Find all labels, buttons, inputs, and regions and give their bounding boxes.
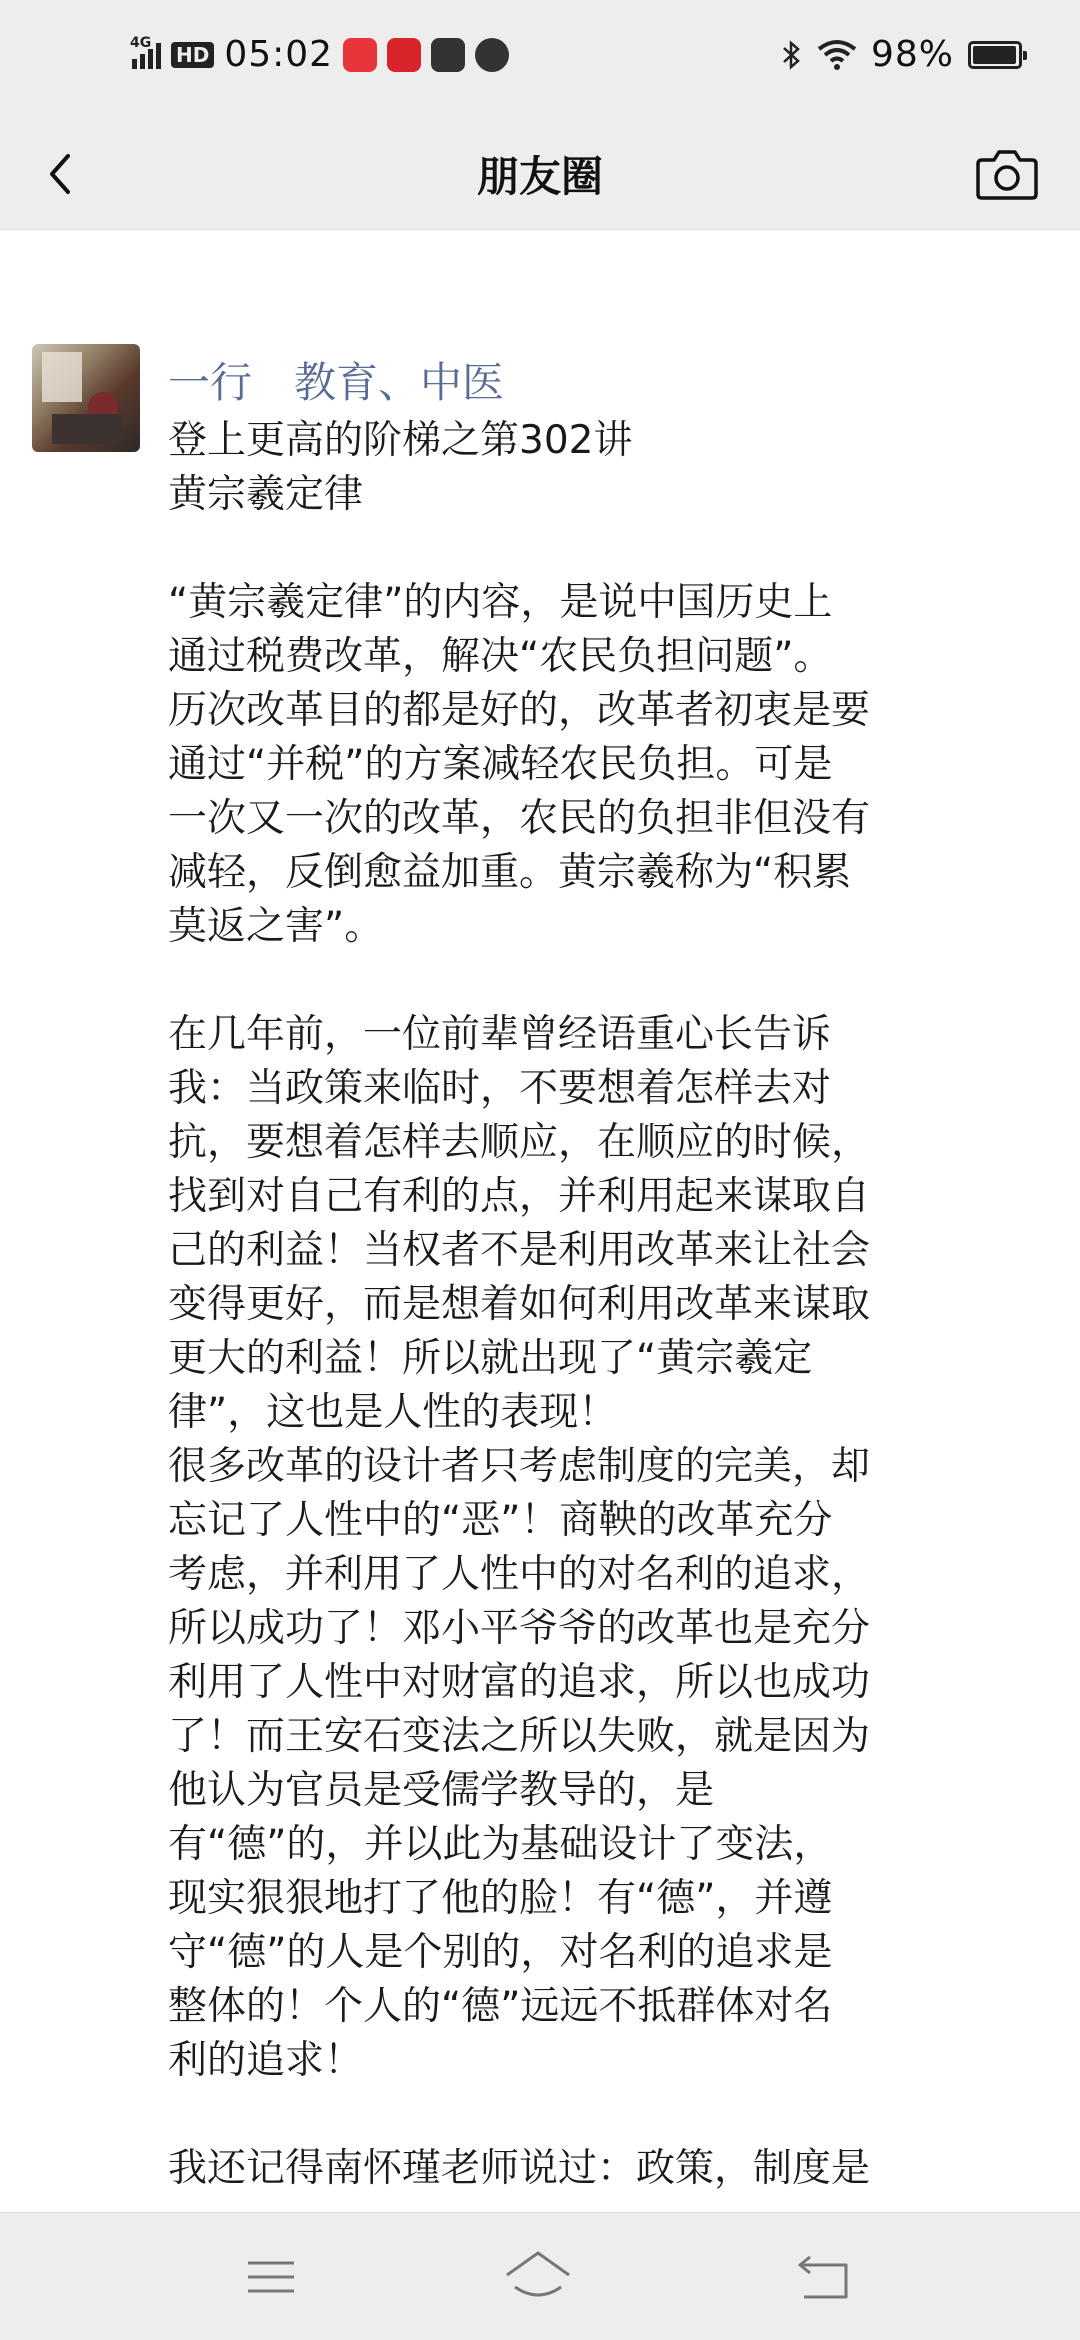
battery-percent: 98% bbox=[870, 34, 954, 75]
post-line: “黄宗羲定律”的内容，是说中国历史上 bbox=[168, 580, 833, 625]
hd-badge: HD bbox=[171, 42, 214, 68]
post-line: 我：当政策来临时，不要想着怎样去对 bbox=[168, 1066, 832, 1111]
post-line: 减轻，反倒愈益加重。黄宗羲称为“积累 bbox=[168, 850, 852, 895]
post-line: 所以成功了！邓小平爷爷的改革也是充分 bbox=[168, 1606, 871, 1651]
post-line: 一次又一次的改革，农民的负担非但没有 bbox=[168, 796, 871, 841]
nav-bar bbox=[0, 120, 1080, 230]
system-nav-bar bbox=[0, 2212, 1080, 2340]
network-type: 4G bbox=[130, 34, 152, 51]
page-title: 朋友圈 bbox=[476, 152, 603, 201]
cellular-signal-icon bbox=[130, 34, 161, 69]
post-line: 忘记了人性中的“恶”！商鞅的改革充分 bbox=[168, 1498, 833, 1543]
post-line: 莫返之害”。 bbox=[168, 904, 384, 949]
app-notification-icon bbox=[343, 38, 377, 72]
post-line: 了！而王安石变法之所以失败，就是因为 bbox=[168, 1714, 871, 1759]
paragraph-gap bbox=[168, 522, 1008, 576]
message-notification-icon bbox=[431, 38, 465, 72]
post-line: 很多改革的设计者只考虑制度的完美，却 bbox=[168, 1444, 871, 1489]
post-line: 通过“并税”的方案减轻农民负担。可是 bbox=[168, 742, 833, 787]
battery-fill bbox=[973, 46, 1016, 64]
post-line: 登上更高的阶梯之第302讲 bbox=[168, 418, 633, 463]
battery-icon bbox=[968, 41, 1022, 69]
post-line: 现实狠狠地打了他的脸！有“德”，并遵 bbox=[168, 1876, 833, 1921]
app-notification-icon bbox=[387, 38, 421, 72]
post-line: 历次改革目的都是好的，改革者初衷是要 bbox=[168, 688, 871, 733]
home-icon[interactable] bbox=[503, 2245, 573, 2309]
post-line: 变得更好，而是想着如何利用改革来谋取 bbox=[168, 1282, 871, 1327]
compass-notification-icon bbox=[475, 38, 509, 72]
menu-icon[interactable] bbox=[236, 2245, 306, 2309]
post-line: 通过税费改革，解决“农民负担问题”。 bbox=[168, 634, 833, 679]
post-line: 己的利益！当权者不是利用改革来让社会 bbox=[168, 1228, 871, 1273]
back-icon[interactable] bbox=[790, 2245, 860, 2309]
post-line: 他认为官员是受儒学教导的，是 bbox=[168, 1768, 715, 1813]
post-line: 考虑，并利用了人性中的对名利的追求， bbox=[168, 1552, 871, 1597]
post-line: 守“德”的人是个别的，对名利的追求是 bbox=[168, 1930, 833, 1975]
status-time: 05:02 bbox=[224, 34, 334, 75]
paragraph-gap bbox=[168, 954, 1008, 1008]
post-line: 找到对自己有利的点，并利用起来谋取自 bbox=[168, 1174, 871, 1219]
post-line: 抗，要想着怎样去顺应，在顺应的时候， bbox=[168, 1120, 871, 1165]
post-line: 利用了人性中对财富的追求，所以也成功 bbox=[168, 1660, 871, 1705]
wifi-icon bbox=[817, 39, 857, 71]
post-line: 更大的利益！所以就出现了“黄宗羲定 bbox=[168, 1336, 813, 1381]
author-name[interactable]: 一行 教育、中医 bbox=[168, 358, 505, 407]
post-line: 利的追求！ bbox=[168, 2038, 364, 2083]
post-line: 有“德”的，并以此为基础设计了变法， bbox=[168, 1822, 833, 1867]
post-text bbox=[168, 414, 1008, 2196]
avatar[interactable] bbox=[32, 344, 140, 452]
post-line: 整体的！个人的“德”远远不抵群体对名 bbox=[168, 1984, 833, 2029]
bluetooth-icon bbox=[781, 39, 803, 71]
camera-icon[interactable] bbox=[974, 142, 1040, 204]
post-line: 黄宗羲定律 bbox=[168, 472, 364, 517]
post-line: 律”，这也是人性的表现！ bbox=[168, 1390, 618, 1435]
post-line: 在几年前，一位前辈曾经语重心长告诉 bbox=[168, 1012, 832, 1057]
post-line: 我还记得南怀瑾老师说过：政策，制度是 bbox=[168, 2146, 871, 2191]
status-bar bbox=[0, 0, 1080, 120]
paragraph-gap bbox=[168, 2088, 1008, 2142]
status-right bbox=[781, 34, 1022, 75]
status-left bbox=[132, 34, 509, 75]
